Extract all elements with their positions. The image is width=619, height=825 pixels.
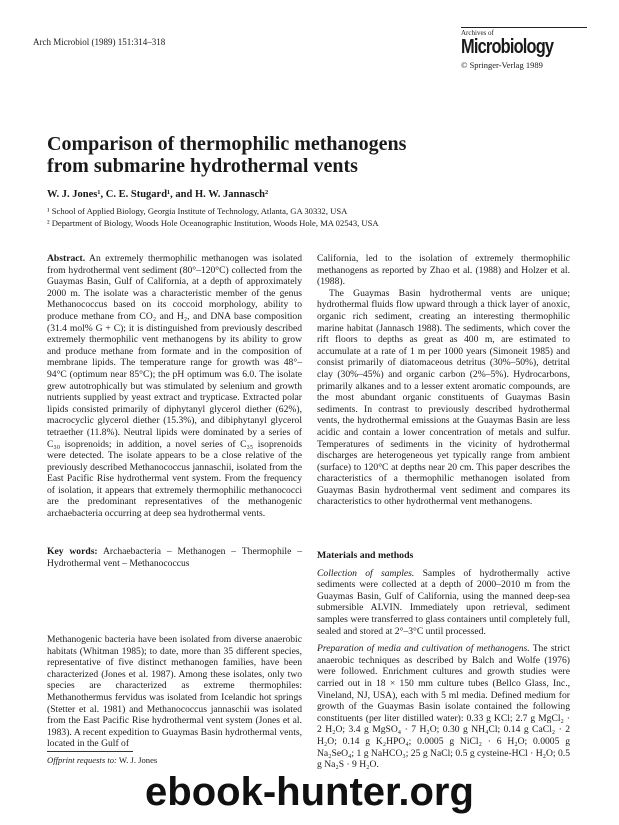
- subsection-media-text: The strict anaerobic techniques as described by Balch and Wolfe (1976) were followed. Enrichment cultures and growth studies were carried out in 18 × 150 mm culture tubes (Bellco Glass, Inc., Vineland, NJ, USA), each with 5 ml media. Defined medium for growth of the Guaymas Basin isolate contained the following constituents (per liter distilled water): 0.33 g KCl; 2.7 g MgCl₂ · 2 H₂O; 3.4 g MgSO₄ · 7 H₂O; 0.30 g NH₄Cl; 0.14 g CaCl₂ · 2 H₂O; 0.14 g K₂HPO₄; 0.0005 g NiCl₂ · 6 H₂O; 0.0005 g Na₂SeO₄; 1 g NaHCO₃; 25 g NaCl; 0.5 g cysteine-HCl · H₂O; 0.5 g Na₂S · 9 H₂O.: [317, 643, 570, 771]
- section-heading-methods: Materials and methods: [317, 550, 414, 561]
- offprint-note: [47, 751, 302, 765]
- intro-continuation: California, led to the isolation of extremely thermophilic methanogens as reported by Zhao et al. (1988) and Holzer et al. (1988).: [317, 253, 570, 288]
- copyright-notice: © Springer-Verlag 1989: [461, 60, 543, 70]
- abstract-label: Abstract.: [47, 253, 86, 264]
- right-column-top: [317, 253, 570, 508]
- subsection-collection-text: Samples of hydrothermally active sediments were collected at a depth of 2000–2010 m from the Guaymas Basin, Gulf of California, using the manned deep-sea submersible ALVIN. Immediately upon retrieval, sediment samples were transferred to glass containers until completely full, sealed and stored at 2°–3°C until processed.: [317, 567, 570, 637]
- journal-citation: Arch Microbiol (1989) 151:314–318: [33, 37, 166, 47]
- affiliation-1: ¹ School of Applied Biology, Georgia Institute of Technology, Atlanta, GA 30332, USA: [47, 206, 348, 216]
- methods-section: [317, 550, 570, 771]
- title-line-1: Comparison of thermophilic methanogens: [47, 133, 407, 155]
- subsection-collection-label: Collection of samples.: [317, 567, 415, 579]
- offprint-label: Offprint requests to:: [47, 755, 117, 765]
- abstract-text: An extremely thermophilic methanogen was isolated from hydrothermal vent sediment (80°–120°C) collected from the Guaymas Basin, Gulf of California, at a depth of approximately 2000 m. The isolate was a characteristic member of the genus Methanococcus based on its coccoid morphology, ability to produce methane from CO₂ and H₂, and DNA base composition (31.4 mol% G + C); it is distinguished from previously described extremely thermophilic vent methanogens by its ability to grow and produce methane from formate and in the composition of membrane lipids. The temperature range for growth was 48°–94°C (optimum near 85°C); the pH optimum was 6.0. The isolate grew autotrophically but was stimulated by selenium and growth nutrients supplied by yeast extract and trypticase. Extracted polar lipids consisted primarily of diphytanyl glycerol diether (62%), macrocyclic glycerol diether (15.3%), and dibiphytanyl glycerol tetraether (11.8%). Neutral lipids were dominated by a series of C₃₀ isoprenoids; in addition, a novel series of C₃₅ isoprenoids were detected. The isolate appears to be a close relative of the previously described Methanococcus jannaschii, isolated from the East Pacific Rise hydrothermal vent system. From the frequency of isolation, it appears that extremely thermophilic methanococci are the predominant representatives of the methanogenic archaebacteria occurring at deep sea hydrothermal vents.: [47, 253, 302, 520]
- title-line-2: from submarine hydrothermal vents: [47, 155, 358, 177]
- affiliations: [47, 206, 379, 229]
- journal-subtitle: Archives of: [461, 29, 494, 37]
- keywords-block: [47, 546, 302, 569]
- subsection-media-label: Preparation of media and cultivation of methanogens.: [317, 643, 530, 655]
- abstract-block: [47, 253, 302, 520]
- keywords-label: Key words:: [47, 546, 98, 557]
- journal-name: Microbiology: [461, 36, 554, 58]
- intro-text: Methanogenic bacteria have been isolated from diverse anaerobic habitats (Whitman 1985); to date, more than 35 different species, representative of five distinct methanogen families, have been characterized (Jones et al. 1987). Among these isolates, only two species are characterized as extreme thermophiles: Methanothermus fervidus was isolated from Icelandic hot springs (Stetter et al. 1981) and Methanococcus jannaschii was isolated from the East Pacific Rise hydrothermal vent system (Jones et al. 1983). A recent expedition to Guaymas Basin hydrothermal vents, located in the Gulf of: [47, 634, 302, 750]
- masthead-rule: [461, 27, 587, 28]
- footnote-rule: [47, 751, 133, 752]
- article-title: [47, 133, 497, 177]
- keywords-text: Archaebacteria – Methanogen – Thermophile – Hydrothermal vent – Methanococcus: [47, 546, 302, 569]
- journal-masthead: [461, 27, 596, 70]
- offprint-name: W. J. Jones: [118, 755, 158, 765]
- introduction-paragraph: [47, 634, 302, 750]
- watermark-text: ebook-hunter.org: [145, 770, 474, 814]
- guaymas-paragraph: The Guaymas Basin hydrothermal vents are unique; hydrothermal fluids flow upward through a thick layer of anoxic, organic rich sediment, creating an interesting thermophilic marine habitat (Jannasch 1988). The sediments, which cover the rift floors to depths as great as 400 m, are estimated to accumulate at a rate of 1 m per 1000 years (Simoneit 1985) and consist primarily of diatomaceous detritus (30%–50%), detrital clay (30%–45%) and organic carbon (2%–5%). Hydrocarbons, primarily alkanes and to a lesser extent aromatic compounds, are the most abundant organic constituents of Guaymas Basin sediments. In contrast to previously described hydrothermal vents, the hydrothermal emissions at the Guaymas Basin are less acidic and contain a lower concentration of metals and sulfur. Temperatures of sediments in the vicinity of hydrothermal discharges are heterogeneous yet typically range from ambient (surface) to 120°C at depths near 20 cm. This paper describes the characteristics of a thermophilic methanogen isolated from Guaymas Basin hydrothermal vent sediment and compares its characteristics to other hydrothermal vent methanogens.: [317, 287, 570, 508]
- author-list: W. J. Jones¹, C. E. Stugard¹, and H. W. Jannasch²: [47, 189, 269, 200]
- affiliation-2: ² Department of Biology, Woods Hole Oceanographic Institution, Woods Hole, MA 02543, USA: [47, 217, 379, 228]
